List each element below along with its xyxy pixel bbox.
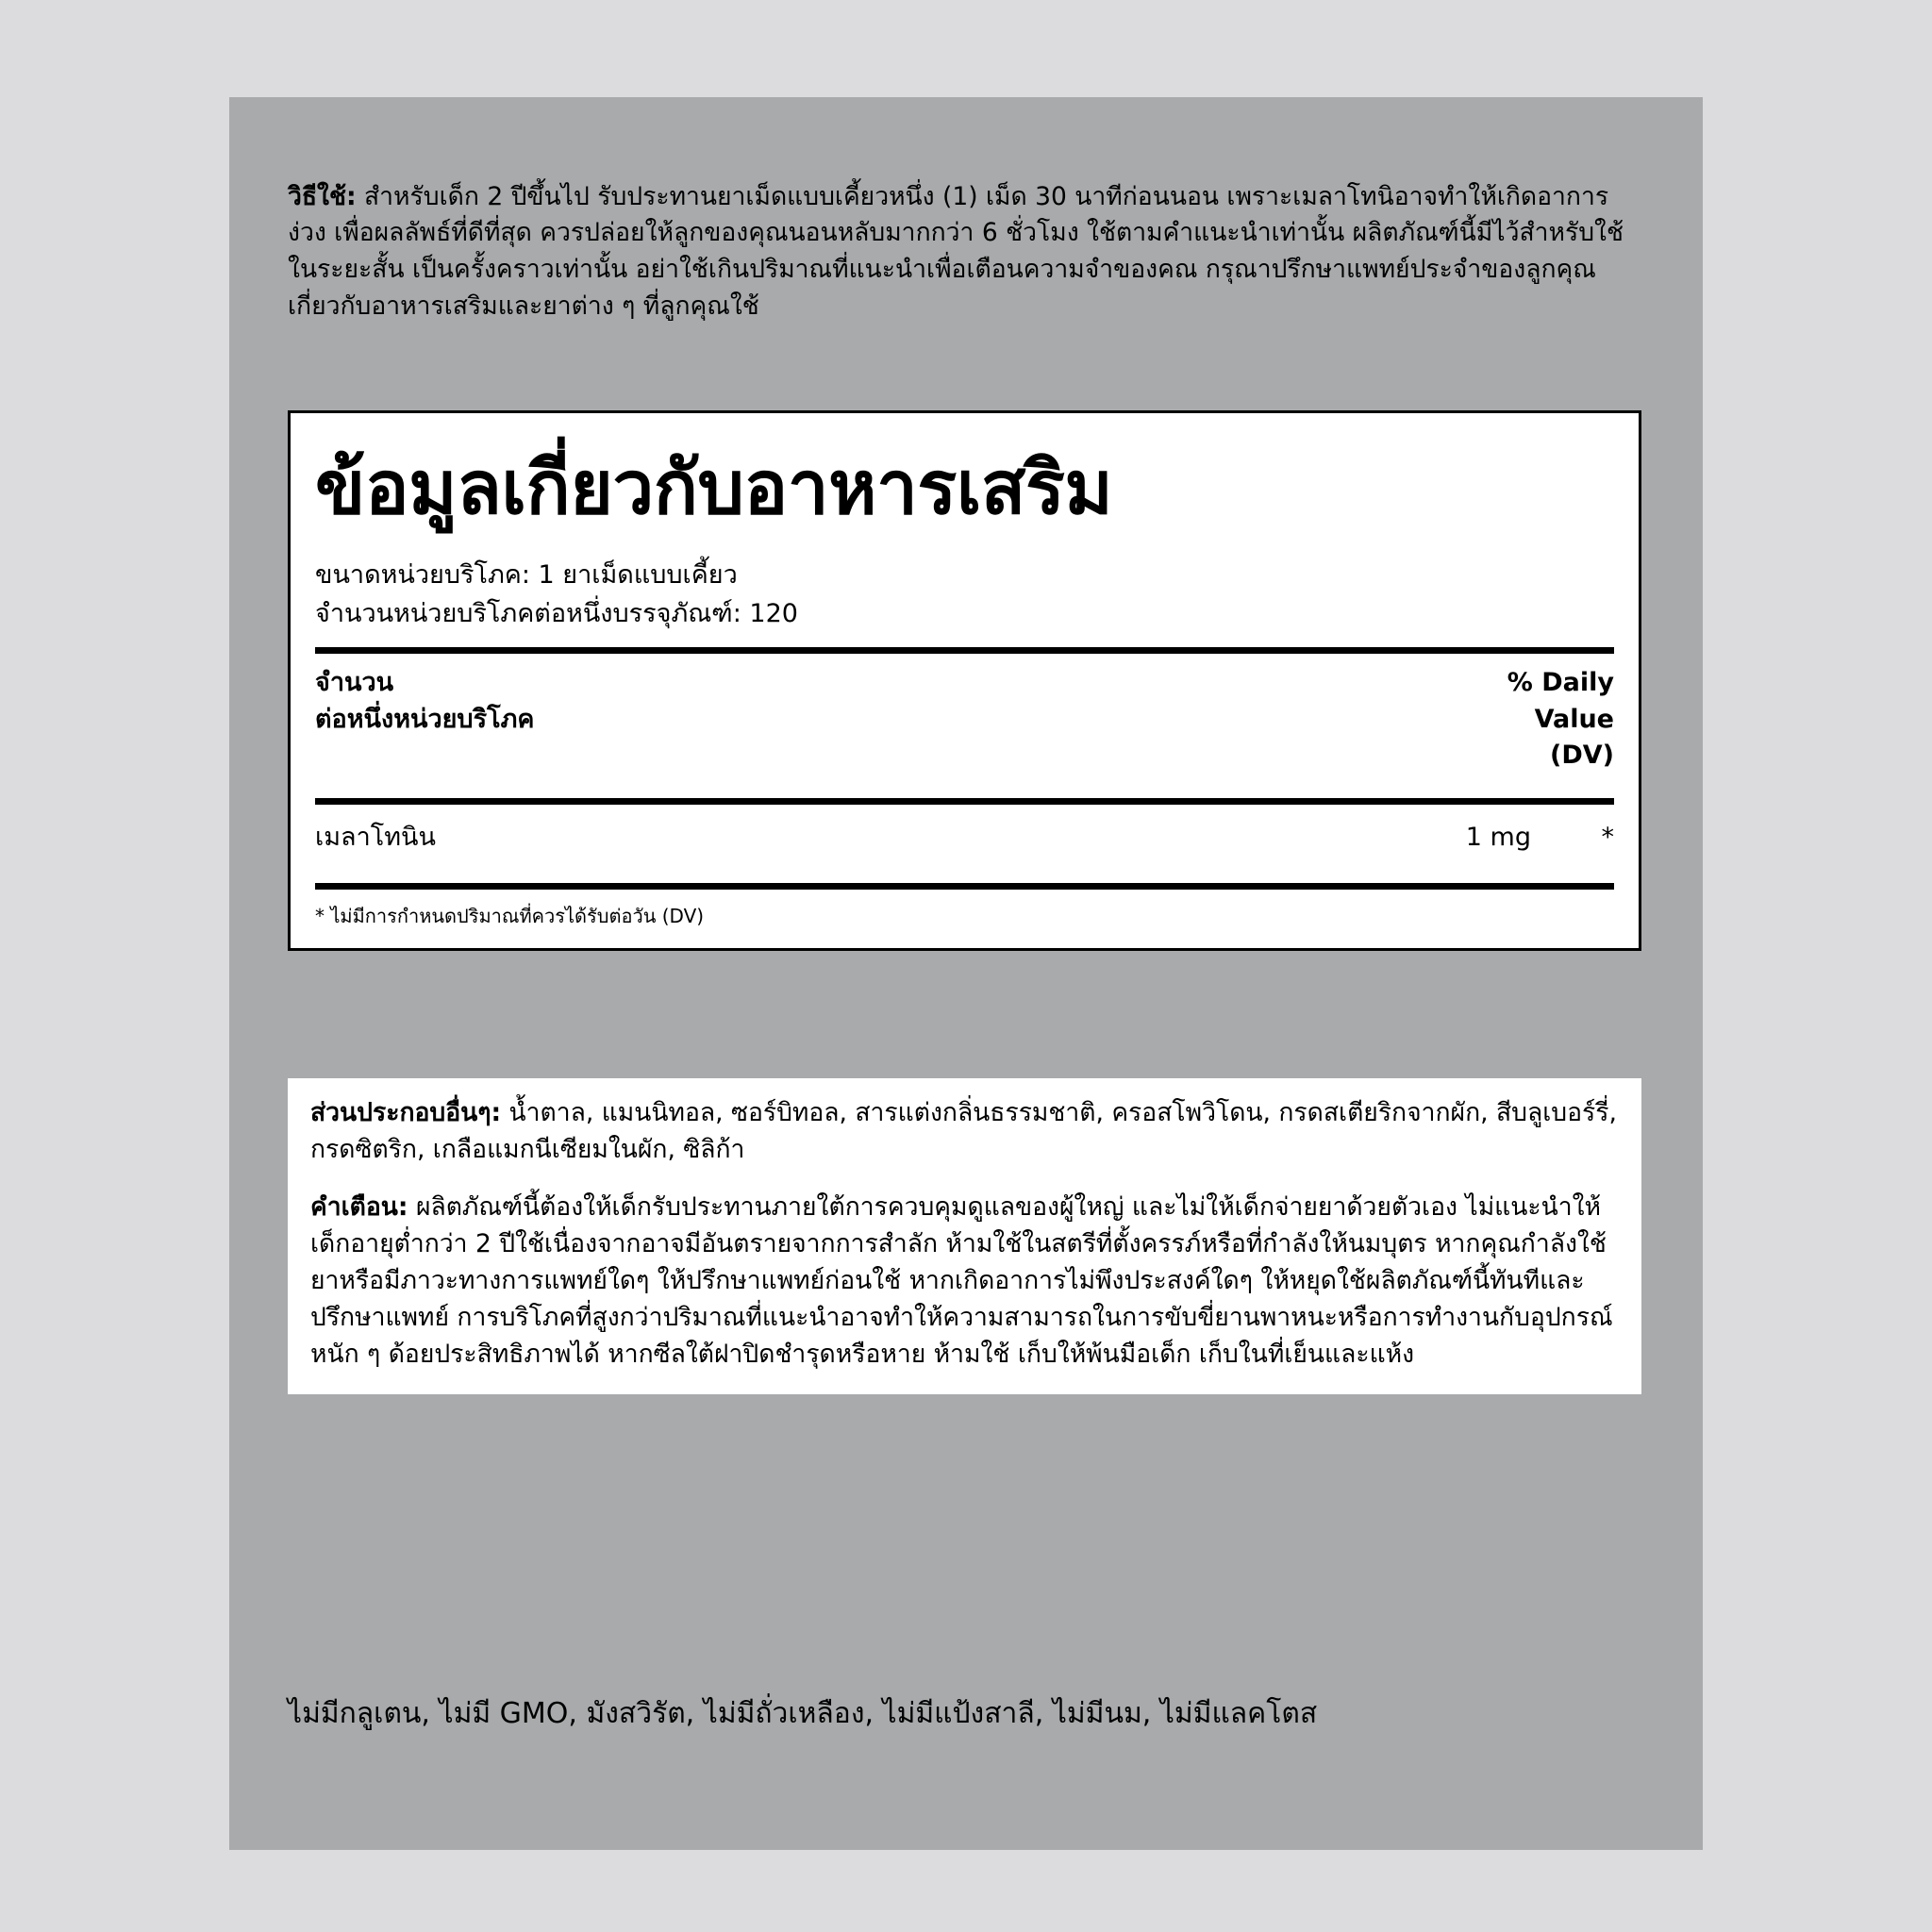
divider-thick-bottom <box>315 883 1614 890</box>
dv-header-line2: Value <box>1534 704 1614 734</box>
serving-size: ขนาดหน่วยบริโภค: 1 ยาเม็ดแบบเคี้ยว <box>315 560 738 591</box>
amount-header <box>315 665 534 738</box>
directions-paragraph <box>288 179 1643 326</box>
divider-thick-top <box>315 647 1614 654</box>
warning-label: คำเตือน: <box>310 1191 408 1222</box>
nutrient-amount: 1 mg <box>1465 823 1531 853</box>
nutrient-daily-value: * <box>1601 823 1614 853</box>
warning-paragraph <box>310 1190 1619 1374</box>
daily-value-footnote: * ไม่มีการกำหนดปริมาณที่ควรได้รับต่อวัน (DV) <box>315 905 705 928</box>
product-claims-line: ไม่มีกลูเตน, ไม่มี GMO, มังสวิรัต, ไม่มีถั่วเหลือง, ไม่มีแป้งสาลี, ไม่มีนม, ไม่มีแลคโตส <box>288 1697 1318 1730</box>
other-ingredients-label: ส่วนประกอบอื่นๆ: <box>310 1098 502 1127</box>
dv-header-line1: % Daily <box>1507 668 1614 698</box>
divider-thick-mid <box>315 798 1614 805</box>
other-ingredients-paragraph <box>310 1095 1619 1169</box>
directions-label: วิธีใช้: <box>288 181 357 211</box>
supplement-facts-title: ข้อมูลเกี่ยวกับอาหารเสริม <box>315 446 1113 531</box>
dv-header-line3: (DV) <box>1550 740 1614 770</box>
other-ingredients-text: น้ำตาล, แมนนิทอล, ซอร์บิทอล, สารแต่งกลิ่นธรรมชาติ, ครอสโพวิโดน, กรดสเตียริกจากผัก, สีบลูเบอร์รี่, กรดซิตริก, เกลือแมกนีเซียมในผัก, ซิลิก้า <box>310 1098 1617 1164</box>
nutrient-name: เมลาโทนิน <box>315 823 436 853</box>
amount-header-line1: จำนวน <box>315 668 394 698</box>
label-panel <box>229 97 1703 1850</box>
additional-info-box <box>288 1078 1641 1394</box>
warning-text: ผลิตภัณฑ์นี้ต้องให้เด็กรับประทานภายใต้การควบคุมดูแลของผู้ใหญ่ และไม่ให้เด็กจ่ายยาด้วยตัวเอง ไม่แนะนำให้เด็กอายุต่ำกว่า 2 ปีใช้เนื่องจากอาจมีอันตรายจากการสำลัก ห้ามใช้ในสตรีที่ตั้งครรภ์หรือที่กำลังให้นมบุตร หากคุณกำลังใช้ยาหรือมีภาวะทางการแพทย์ใดๆ ให้ปรึกษาแพทย์ก่อนใช้ หากเกิดอาการไม่พึงประสงค์ใดๆ ให้หยุดใช้ผลิตภัณฑ์นี้ทันทีและปรึกษาแพทย์ การบริโภคที่สูงกว่าปริมาณที่แนะนำอาจทำให้ความสามารถในการขับขี่ยานพาหนะหรือการทำงานกับอุปกรณ์หนัก ๆ ด้อยประสิทธิภาพได้ หากซีลใต้ฝาปิดชำรุดหรือหาย ห้ามใช้ เก็บให้พ้นมือเด็ก เก็บในที่เย็นและแห้ง <box>310 1191 1613 1369</box>
servings-per-container: จำนวนหน่วยบริโภคต่อหนึ่งบรรจุภัณฑ์: 120 <box>315 599 798 629</box>
amount-header-line2: ต่อหนึ่งหน่วยบริโภค <box>315 704 535 734</box>
directions-text: สำหรับเด็ก 2 ปีขึ้นไป รับประทานยาเม็ดแบบเคี้ยวหนึ่ง (1) เม็ด 30 นาทีก่อนนอน เพราะเมลาโทนิอาจทำให้เกิดอาการง่วง เพื่อผลลัพธ์ที่ดีที่สุด ควรปล่อยให้ลูกของคุณนอนหลับมากกว่า 6 ชั่วโมง ใช้ตามคำแนะนำเท่านั้น ผลิตภัณฑ์นี้มีไว้สำหรับใช้ในระยะสั้น เป็นครั้งคราวเท่านั้น อย่าใช้เกินปริมาณที่แนะนำเพื่อเตือนความจำของคณ กรุณาปรึกษาแพทย์ประจำของลูกคุณเกี่ยวกับอาหารเสริมและยาต่าง ๆ ที่ลูกคุณใช้ <box>288 181 1624 322</box>
table-row <box>315 805 1614 868</box>
daily-value-header <box>1507 665 1614 774</box>
supplement-facts-box <box>288 410 1641 951</box>
facts-table-header <box>315 654 1614 783</box>
